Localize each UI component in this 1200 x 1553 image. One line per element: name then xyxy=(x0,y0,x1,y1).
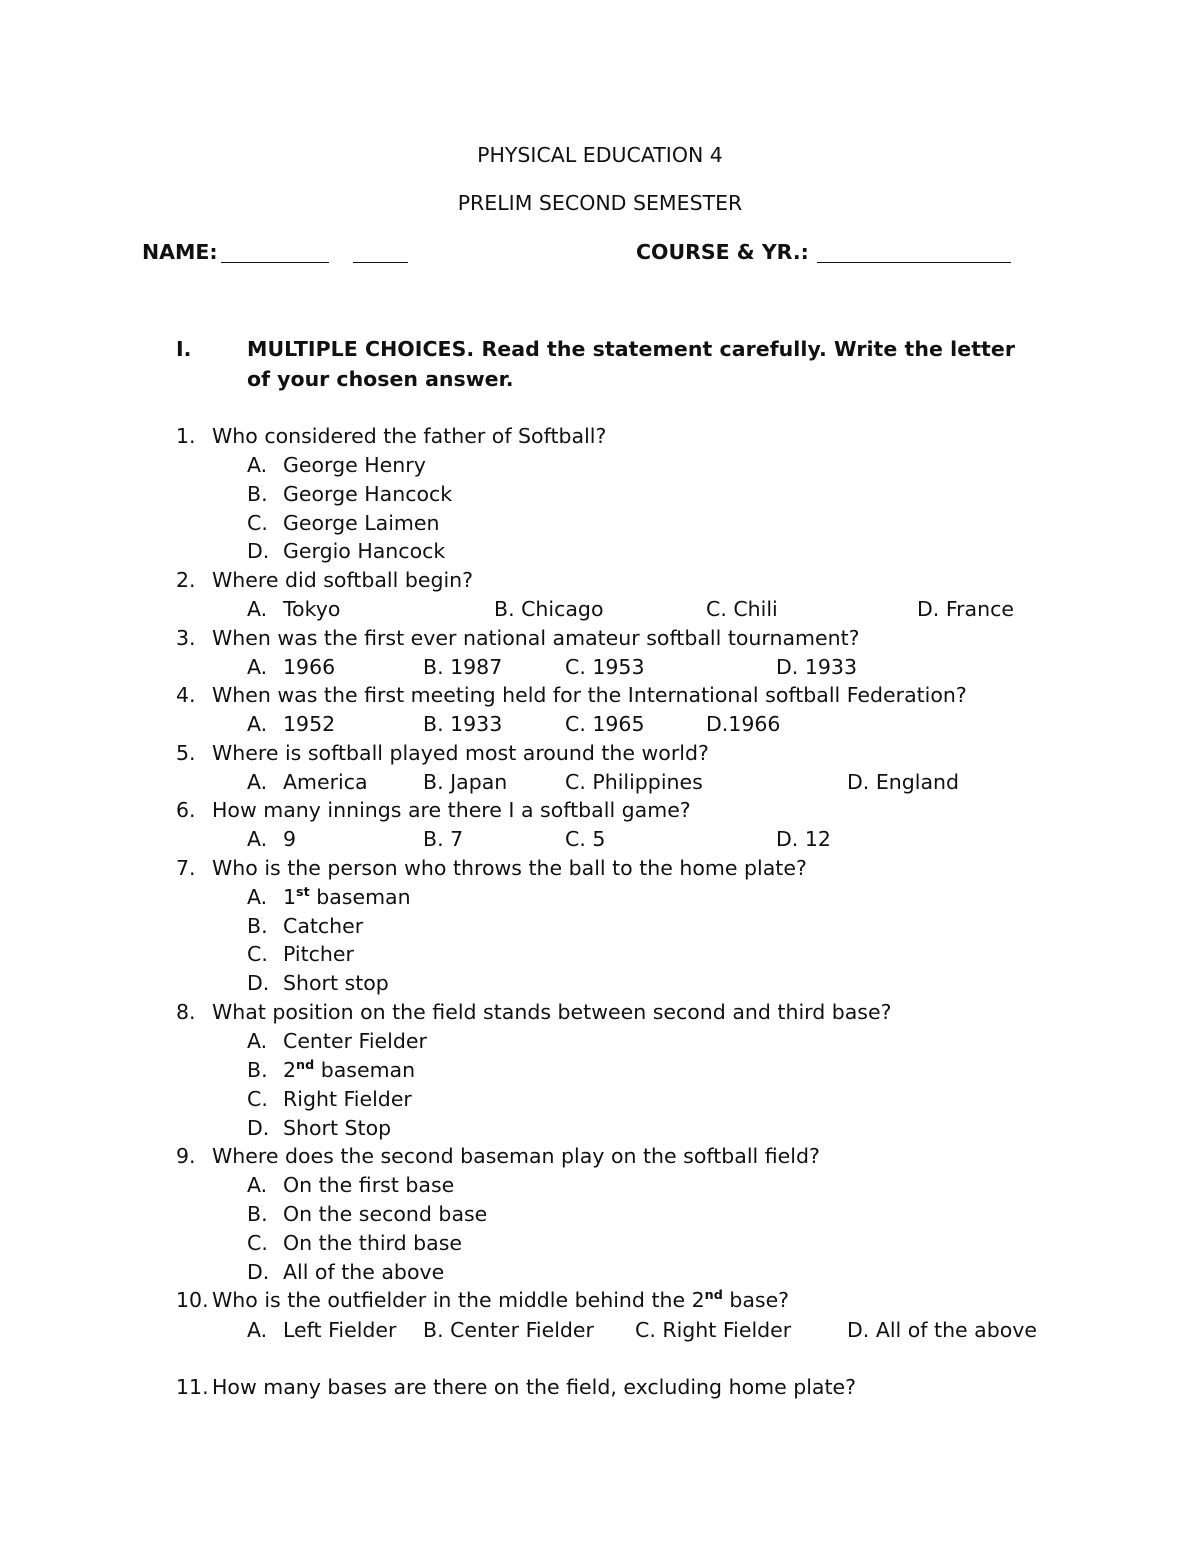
choice-letter: B. xyxy=(247,482,268,506)
choice-text: C. 5 xyxy=(565,827,606,851)
choice-text: Tokyo xyxy=(283,597,341,621)
choice-letter: D. xyxy=(247,971,270,995)
choice-ordinal-suffix: st xyxy=(296,883,310,899)
choice-letter: C. xyxy=(247,1231,268,1255)
choice-text: C. Philippines xyxy=(565,770,703,794)
section-instruction-line1: MULTIPLE CHOICES. Read the statement carefully. Write the letter xyxy=(247,337,1016,361)
choice-text: America xyxy=(283,770,368,794)
choice-text: Right Fielder xyxy=(283,1087,412,1111)
choice-letter: A. xyxy=(247,827,268,851)
choice-letter: C. xyxy=(247,511,268,535)
section-instruction-line2: of your chosen answer. xyxy=(247,367,514,391)
choice-text: D. England xyxy=(847,770,960,794)
question-number: 5. xyxy=(176,741,196,765)
choice-text: D. All of the above xyxy=(847,1318,1038,1342)
choice-letter: A. xyxy=(247,1029,268,1053)
question-text: What position on the field stands between second and third base? xyxy=(212,1000,892,1024)
choice-text xyxy=(283,883,411,909)
choice-letter: C. xyxy=(247,1087,268,1111)
choice-letter: A. xyxy=(247,597,268,621)
choice-text: On the second base xyxy=(283,1202,488,1226)
choice-letter: B. xyxy=(247,914,268,938)
question-number: 3. xyxy=(176,626,196,650)
choice-text: Center Fielder xyxy=(283,1029,427,1053)
question-text-end: base? xyxy=(722,1288,790,1312)
question-number: 10. xyxy=(176,1288,209,1312)
question-number: 7. xyxy=(176,856,196,880)
question-text: Who considered the father of Softball? xyxy=(212,424,607,448)
name-blank-line[interactable] xyxy=(221,262,329,263)
name-label: NAME: xyxy=(142,240,218,264)
choice-letter: D. xyxy=(247,1260,270,1284)
name-blank-line-2[interactable] xyxy=(353,262,408,263)
exam-subtitle: PRELIM SECOND SEMESTER xyxy=(457,191,743,215)
choice-ordinal-number: 1 xyxy=(283,885,297,909)
question-number: 8. xyxy=(176,1000,196,1024)
choice-text: Short stop xyxy=(283,971,389,995)
choice-text: 1952 xyxy=(283,712,336,736)
choice-letter: B. xyxy=(247,1058,268,1082)
question-number: 6. xyxy=(176,798,196,822)
exam-title: PHYSICAL EDUCATION 4 xyxy=(477,143,723,167)
question-text: How many bases are there on the field, excluding home plate? xyxy=(212,1375,857,1399)
question-text: Where is softball played most around the world? xyxy=(212,741,709,765)
choice-letter: A. xyxy=(247,453,268,477)
question-text: Who is the person who throws the ball to the home plate? xyxy=(212,856,807,880)
choice-text: George Hancock xyxy=(283,482,453,506)
choice-text: B. 1987 xyxy=(423,655,503,679)
choice-letter: A. xyxy=(247,1318,268,1342)
question-number: 4. xyxy=(176,683,196,707)
choice-letter: C. xyxy=(247,942,268,966)
choice-text: C. Chili xyxy=(706,597,778,621)
choice-text: Left Fielder xyxy=(283,1318,397,1342)
choice-text: 1966 xyxy=(283,655,336,679)
choice-letter: B. xyxy=(247,1202,268,1226)
choice-text: Pitcher xyxy=(283,942,354,966)
question-text: When was the first ever national amateur softball tournament? xyxy=(212,626,860,650)
question-text: Where does the second baseman play on the softball field? xyxy=(212,1144,820,1168)
choice-text: D. 1933 xyxy=(776,655,857,679)
choice-letter: D. xyxy=(247,539,270,563)
question-number: 9. xyxy=(176,1144,196,1168)
choice-text: On the first base xyxy=(283,1173,455,1197)
choice-text: B. Center Fielder xyxy=(423,1318,594,1342)
course-label: COURSE & YR.: xyxy=(636,240,809,264)
choice-text: B. Japan xyxy=(423,770,508,794)
choice-text: 9 xyxy=(283,827,297,851)
question-text: When was the first meeting held for the International softball Federation? xyxy=(212,683,967,707)
choice-letter: D. xyxy=(247,1116,270,1140)
choice-text: D. France xyxy=(917,597,1014,621)
question-ordinal-suffix: nd xyxy=(704,1286,723,1302)
question-number: 2. xyxy=(176,568,196,592)
choice-ordinal-suffix: nd xyxy=(296,1056,315,1072)
question-number: 11. xyxy=(176,1375,209,1399)
course-blank-line[interactable] xyxy=(817,262,1011,263)
choice-text: George Henry xyxy=(283,453,426,477)
choice-text: C. 1965 xyxy=(565,712,645,736)
choice-text xyxy=(283,1056,416,1082)
question-text: How many innings are there I a softball game? xyxy=(212,798,691,822)
choice-text: George Laimen xyxy=(283,511,440,535)
choice-letter: A. xyxy=(247,770,268,794)
choice-text: D. 12 xyxy=(776,827,831,851)
choice-letter: A. xyxy=(247,655,268,679)
choice-letter: A. xyxy=(247,712,268,736)
question-text xyxy=(212,1286,790,1312)
choice-text: Catcher xyxy=(283,914,364,938)
choice-text: B. 7 xyxy=(423,827,464,851)
choice-text: B. 1933 xyxy=(423,712,503,736)
choice-text: D.1966 xyxy=(706,712,781,736)
choice-text: B. Chicago xyxy=(494,597,604,621)
question-text-main: Who is the outfielder in the middle behind the 2 xyxy=(212,1288,705,1312)
choice-letter: A. xyxy=(247,885,268,909)
choice-text: On the third base xyxy=(283,1231,462,1255)
choice-ordinal-number: 2 xyxy=(283,1058,297,1082)
choice-ordinal-rest: baseman xyxy=(309,885,411,909)
choice-text: C. Right Fielder xyxy=(635,1318,792,1342)
choice-text: All of the above xyxy=(283,1260,445,1284)
section-numeral: I. xyxy=(176,337,192,361)
choice-text: C. 1953 xyxy=(565,655,645,679)
choice-letter: A. xyxy=(247,1173,268,1197)
choice-text: Short Stop xyxy=(283,1116,392,1140)
question-text: Where did softball begin? xyxy=(212,568,474,592)
question-number: 1. xyxy=(176,424,196,448)
choice-text: Gergio Hancock xyxy=(283,539,446,563)
choice-ordinal-rest: baseman xyxy=(314,1058,416,1082)
